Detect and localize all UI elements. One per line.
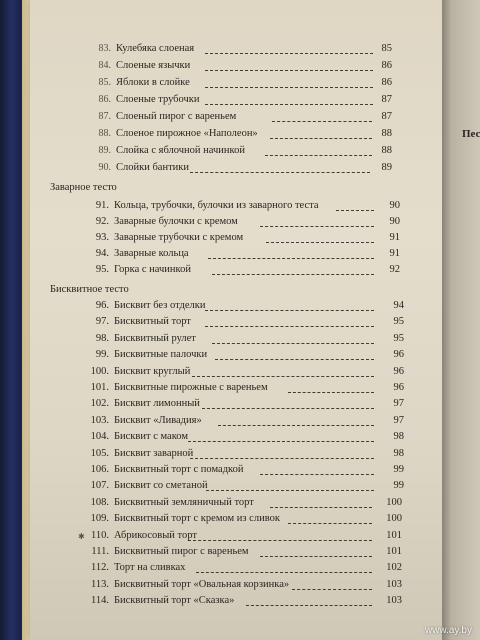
toc-entry-number: 98. bbox=[95, 332, 109, 344]
toc-entry bbox=[30, 543, 442, 560]
toc-entry-number: 86. bbox=[98, 94, 111, 105]
toc-entry-title: Заварные кольца bbox=[114, 248, 189, 259]
toc-entry-number: 109. bbox=[90, 513, 109, 525]
toc-entry bbox=[30, 125, 442, 142]
toc-entry bbox=[30, 428, 442, 445]
leader-dots bbox=[265, 155, 372, 156]
toc-entry-number: 90. bbox=[98, 162, 111, 173]
toc-entry-page: 99 bbox=[393, 480, 404, 492]
toc-entry-page: 103 bbox=[386, 595, 402, 607]
leader-dots bbox=[336, 210, 374, 211]
toc-entry-page: 94 bbox=[393, 300, 404, 311]
toc-entry-page: 86 bbox=[381, 77, 392, 88]
toc-entry bbox=[30, 510, 442, 527]
toc-entry-page: 90 bbox=[389, 216, 400, 227]
toc-entry-number: 101. bbox=[90, 382, 109, 393]
toc-entry-page: 96 bbox=[393, 382, 404, 393]
toc-entry bbox=[30, 395, 442, 412]
toc-entry-number: 97. bbox=[95, 316, 109, 328]
toc-entry-page: 90 bbox=[389, 200, 400, 211]
toc-entry-number: 91. bbox=[95, 200, 109, 211]
toc-entry-number: 95. bbox=[95, 264, 109, 275]
toc-entry-title: Торт на сливках bbox=[114, 562, 186, 574]
toc-entry bbox=[30, 559, 442, 576]
toc-entry-page: 87 bbox=[381, 94, 392, 105]
toc-entry-title: Слоеный пирог с вареньем bbox=[116, 111, 237, 122]
toc-entry-number: 114. bbox=[91, 595, 109, 607]
leader-dots bbox=[260, 474, 374, 475]
toc-entry-number: 87. bbox=[98, 111, 111, 122]
toc-entry-number: 112. bbox=[91, 562, 109, 574]
toc-entry bbox=[30, 261, 442, 278]
toc-entry-title: Бисквитные пирожные с вареньем bbox=[114, 382, 268, 393]
toc-entry bbox=[30, 108, 442, 125]
toc-entry-number: 100. bbox=[90, 365, 109, 377]
toc-entry bbox=[30, 527, 442, 544]
toc-entry-title: Горка с начинкой bbox=[114, 264, 191, 275]
leader-dots bbox=[205, 53, 373, 54]
section-heading: Бисквитное тесто bbox=[50, 284, 129, 295]
toc-entry-page: 95 bbox=[393, 332, 404, 344]
toc-entry-title: Бисквитный пирог с вареньем bbox=[114, 546, 249, 557]
toc-entry-number: 85. bbox=[98, 77, 111, 88]
contents-page bbox=[30, 0, 442, 640]
toc-entry bbox=[30, 592, 442, 609]
leader-dots bbox=[218, 425, 374, 426]
toc-entry bbox=[30, 40, 442, 57]
toc-entry bbox=[30, 576, 442, 593]
toc-entry-number: 89. bbox=[98, 145, 111, 156]
toc-entry-number: 94. bbox=[95, 248, 109, 259]
toc-entry-title: Слойка с яблочной начинкой bbox=[116, 145, 245, 156]
toc-entry-title: Бисквитные палочки bbox=[114, 349, 208, 361]
toc-entry-page: 92 bbox=[389, 264, 400, 275]
toc-entry-title: Заварные трубочки с кремом bbox=[114, 232, 244, 243]
leader-dots bbox=[190, 458, 374, 459]
toc-entry-number: 93. bbox=[95, 232, 109, 243]
leader-dots bbox=[288, 392, 374, 393]
toc-entry-title: Бисквит лимонный bbox=[114, 398, 200, 410]
leader-dots bbox=[206, 490, 374, 491]
toc-entry-title: Бисквит со сметаной bbox=[114, 480, 208, 492]
leader-dots bbox=[188, 441, 374, 442]
toc-entry bbox=[30, 330, 442, 347]
toc-entry-number: 106. bbox=[90, 464, 109, 475]
leader-dots bbox=[260, 226, 374, 227]
toc-entry bbox=[30, 213, 442, 230]
leader-dots bbox=[205, 310, 374, 311]
leader-dots bbox=[212, 343, 374, 344]
toc-entry-title: Абрикосовый торт bbox=[114, 529, 197, 541]
toc-entry-title: Бисквитный торт «Овальная корзинка» bbox=[114, 578, 290, 590]
leader-dots bbox=[272, 121, 372, 122]
toc-entry-title: Бисквит «Ливадия» bbox=[114, 414, 202, 426]
toc-entry-number: 92. bbox=[95, 216, 109, 227]
toc-entry-title: Слойки бантики bbox=[116, 162, 190, 173]
toc-entry-number: 102. bbox=[90, 398, 109, 410]
leader-dots bbox=[205, 70, 373, 71]
toc-entry-title: Слоеные трубочки bbox=[116, 94, 200, 105]
toc-entry bbox=[30, 297, 442, 314]
toc-entry-title: Бисквит без отделки bbox=[114, 300, 206, 311]
leader-dots bbox=[190, 172, 370, 173]
toc-entry-page: 103 bbox=[386, 578, 402, 590]
toc-entry bbox=[30, 159, 442, 176]
leader-dots bbox=[205, 326, 374, 327]
leader-dots bbox=[270, 138, 372, 139]
toc-entry bbox=[30, 142, 442, 159]
toc-entry bbox=[30, 363, 442, 380]
toc-entry-page: 98 bbox=[393, 447, 404, 459]
toc-entry-number: 83. bbox=[98, 43, 111, 54]
toc-entry bbox=[30, 445, 442, 462]
toc-entry-page: 97 bbox=[393, 414, 404, 426]
leader-dots bbox=[205, 87, 373, 88]
toc-entry-title: Бисквит с маком bbox=[114, 431, 188, 443]
toc-entry bbox=[30, 57, 442, 74]
toc-entry bbox=[30, 313, 442, 330]
leader-dots bbox=[246, 605, 372, 606]
leader-dots bbox=[270, 507, 372, 508]
toc-entry-page: 88 bbox=[381, 145, 392, 156]
toc-entry-page: 91 bbox=[389, 248, 400, 259]
toc-entry-number: 104. bbox=[90, 431, 109, 443]
watermark: www.ay.by bbox=[424, 625, 472, 636]
toc-entry-title: Слоеные язычки bbox=[116, 60, 191, 71]
toc-entry-number: 88. bbox=[98, 128, 111, 139]
toc-entry-number: 105. bbox=[90, 447, 109, 459]
toc-entry-title: Бисквитный торт «Сказка» bbox=[114, 595, 235, 607]
toc-entry-number: 110. bbox=[91, 529, 109, 541]
toc-entry-page: 88 bbox=[381, 128, 392, 139]
toc-entry-page: 96 bbox=[393, 349, 404, 361]
toc-entry-page: 102 bbox=[386, 562, 402, 574]
facing-page-text: Пес bbox=[462, 128, 480, 140]
toc-entry-page: 95 bbox=[393, 316, 404, 328]
toc-entry bbox=[30, 379, 442, 396]
toc-entry-page: 86 bbox=[381, 60, 392, 71]
toc-entry-number: 103. bbox=[90, 414, 109, 426]
toc-entry-title: Яблоки в слойке bbox=[116, 77, 190, 88]
toc-entry-page: 97 bbox=[393, 398, 404, 410]
toc-entry-title: Бисквитный земляничный торт bbox=[114, 496, 254, 508]
leader-dots bbox=[288, 523, 372, 524]
toc-entry-title: Кольца, трубочки, булочки из заварного теста bbox=[114, 200, 319, 211]
toc-entry-title: Бисквитный торт с помадкой bbox=[114, 464, 244, 475]
toc-entry bbox=[30, 74, 442, 91]
toc-entry bbox=[30, 91, 442, 108]
toc-entry-page: 100 bbox=[386, 496, 402, 508]
toc-entry bbox=[30, 197, 442, 214]
toc-entry-title: Бисквитный торт bbox=[114, 316, 191, 328]
facing-page-edge bbox=[442, 0, 480, 640]
leader-dots bbox=[292, 589, 372, 590]
section-heading: Заварное тесто bbox=[50, 182, 117, 193]
leader-dots bbox=[202, 408, 374, 409]
toc-entry-number: 111. bbox=[91, 546, 109, 557]
leader-dots bbox=[215, 359, 374, 360]
toc-entry-page: 101 bbox=[386, 529, 402, 541]
toc-entry-number: 96. bbox=[95, 300, 109, 311]
leader-dots bbox=[266, 242, 374, 243]
toc-entry-title: Кулебяка слоеная bbox=[116, 43, 195, 54]
toc-entry-number: 84. bbox=[98, 60, 111, 71]
toc-entry bbox=[30, 229, 442, 246]
toc-entry-title: Заварные булочки с кремом bbox=[114, 216, 238, 227]
leader-dots bbox=[196, 572, 372, 573]
toc-entry-number: 107. bbox=[90, 480, 109, 492]
margin-mark: ✱ bbox=[78, 532, 85, 541]
leader-dots bbox=[208, 258, 374, 259]
toc-entry-page: 85 bbox=[381, 43, 392, 54]
toc-entry-page: 87 bbox=[381, 111, 392, 122]
leader-dots bbox=[192, 376, 374, 377]
toc-entry-number: 113. bbox=[91, 578, 109, 590]
toc-entry bbox=[30, 461, 442, 478]
toc-entry-title: Бисквитный торт с кремом из сливок bbox=[114, 513, 280, 525]
toc-entry-number: 99. bbox=[95, 349, 109, 361]
leader-dots bbox=[212, 274, 374, 275]
toc-entry-page: 89 bbox=[381, 162, 392, 173]
toc-entry-number: 108. bbox=[90, 496, 109, 508]
leader-dots bbox=[205, 104, 373, 105]
toc-entry-title: Бисквитный рулет bbox=[114, 332, 196, 344]
toc-entry-title: Бисквит заварной bbox=[114, 447, 194, 459]
leader-dots bbox=[188, 540, 372, 541]
toc-entry-title: Бисквит круглый bbox=[114, 365, 191, 377]
toc-entry-page: 99 bbox=[393, 464, 404, 475]
toc-entry-page: 101 bbox=[386, 546, 402, 557]
toc-entry bbox=[30, 412, 442, 429]
toc-entry-page: 98 bbox=[393, 431, 404, 443]
toc-entry bbox=[30, 346, 442, 363]
toc-entry bbox=[30, 477, 442, 494]
toc-entry-page: 91 bbox=[389, 232, 400, 243]
toc-entry-page: 100 bbox=[386, 513, 402, 525]
toc-entry-page: 96 bbox=[393, 365, 404, 377]
toc-entry bbox=[30, 494, 442, 511]
toc-entry-title: Слоеное пирожное «Наполеон» bbox=[116, 128, 258, 139]
leader-dots bbox=[260, 556, 372, 557]
toc-entry bbox=[30, 245, 442, 262]
